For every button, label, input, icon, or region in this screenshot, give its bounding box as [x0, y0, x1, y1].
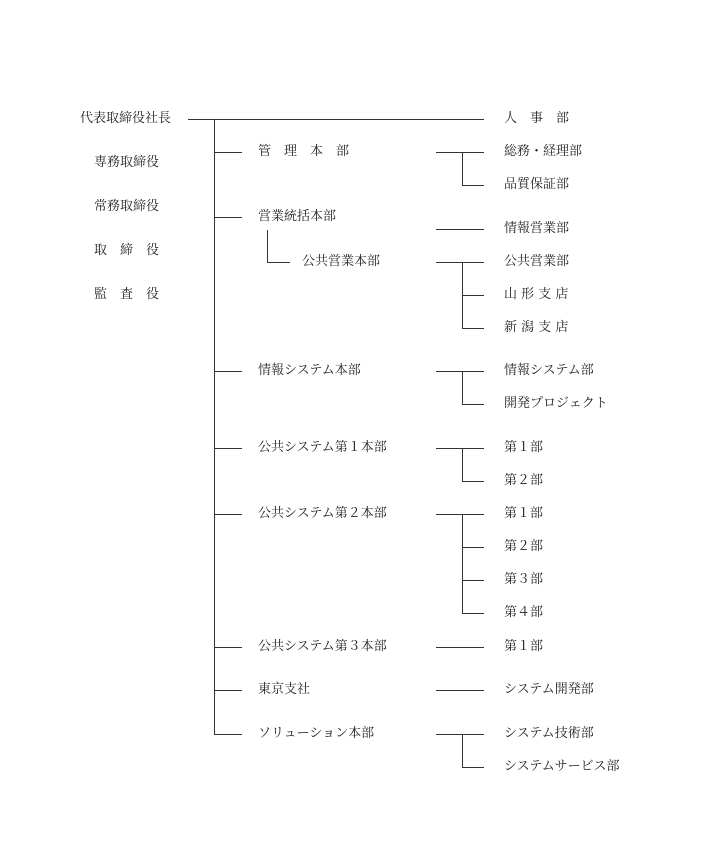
tick-info-systems-1: [462, 404, 484, 405]
tick-public-sales-hq-1: [462, 295, 484, 296]
branch-admin: [214, 152, 242, 153]
tick-public-systems-2-2: [462, 580, 484, 581]
division-public-systems-3: 公共システム第３本部: [258, 639, 387, 654]
branch-public-systems-1: [214, 448, 242, 449]
department-public-systems-3-1: 第１部: [504, 639, 544, 654]
department-public-sales-hq-3: 新 潟 支 店: [504, 320, 569, 335]
bracket-public-systems-2: [462, 514, 463, 613]
division-public-systems-2: 公共システム第２本部: [258, 506, 387, 521]
link-public-systems-1: [436, 448, 484, 449]
department-tokyo-branch-1: システム開発部: [504, 682, 594, 697]
executive-director: 取 締 役: [94, 243, 160, 258]
ceo-connector: [188, 119, 484, 120]
branch-info-systems: [214, 371, 242, 372]
tick-public-systems-2-1: [462, 547, 484, 548]
link-public-systems-2: [436, 514, 484, 515]
department-public-systems-1-2: 第２部: [504, 473, 544, 488]
bracket-info-systems: [462, 371, 463, 404]
branch-public-systems-3: [214, 647, 242, 648]
department-public-systems-2-1: 第１部: [504, 506, 544, 521]
department-solutions-1: システム技術部: [504, 726, 594, 741]
executive-senior-director: 専務取締役: [94, 155, 160, 170]
department-solutions-2: システムサービス部: [504, 759, 620, 774]
department-admin-1: 総務・経理部: [504, 144, 583, 159]
department-public-systems-2-2: 第２部: [504, 539, 544, 554]
tick-public-sales-hq-2: [462, 328, 484, 329]
division-solutions: ソリューション本部: [258, 726, 375, 741]
department-public-sales-hq-1: 公共営業部: [504, 254, 570, 269]
department-public-systems-1-1: 第１部: [504, 440, 544, 455]
link-sales-hq: [436, 229, 484, 230]
executive-managing-director: 常務取締役: [94, 199, 160, 214]
department-hr: 人 事 部: [504, 111, 570, 126]
link-public-systems-3: [436, 647, 484, 648]
executive-ceo: 代表取締役社長: [80, 111, 172, 126]
link-solutions: [436, 734, 484, 735]
link-admin: [436, 152, 484, 153]
tick-admin-1: [462, 185, 484, 186]
branch-solutions: [214, 734, 242, 735]
department-info-systems-1: 情報システム部: [504, 363, 594, 378]
bracket-public-systems-1: [462, 448, 463, 481]
department-info-systems-2: 開発プロジェクト: [504, 396, 608, 411]
department-public-systems-2-3: 第３部: [504, 572, 544, 587]
department-public-systems-2-4: 第４部: [504, 605, 544, 620]
branch-tokyo-branch: [214, 690, 242, 691]
link-tokyo-branch: [436, 690, 484, 691]
executive-auditor: 監 査 役: [94, 287, 160, 302]
department-public-sales-hq-2: 山 形 支 店: [504, 287, 569, 302]
main-trunk: [214, 119, 215, 734]
tick-public-systems-2-3: [462, 613, 484, 614]
department-admin-2: 品質保証部: [504, 177, 570, 192]
bracket-solutions: [462, 734, 463, 767]
division-sales-hq: 営業統括本部: [258, 209, 337, 224]
division-info-systems: 情報システム本部: [258, 363, 361, 378]
link-info-systems: [436, 371, 484, 372]
division-public-sales-hq: 公共営業本部: [302, 254, 381, 269]
division-admin: 管 理 本 部: [258, 144, 350, 159]
sub-connector-h-sales-hq: [267, 262, 290, 263]
link-public-sales-hq: [436, 262, 484, 263]
department-sales-hq-1: 情報営業部: [504, 221, 570, 236]
sub-connector-sales-hq: [267, 230, 268, 262]
division-public-systems-1: 公共システム第１本部: [258, 440, 387, 455]
branch-sales-hq: [214, 217, 242, 218]
bracket-admin: [462, 152, 463, 185]
division-tokyo-branch: 東京支社: [258, 682, 311, 697]
branch-public-systems-2: [214, 514, 242, 515]
tick-solutions-1: [462, 767, 484, 768]
tick-public-systems-1-1: [462, 481, 484, 482]
